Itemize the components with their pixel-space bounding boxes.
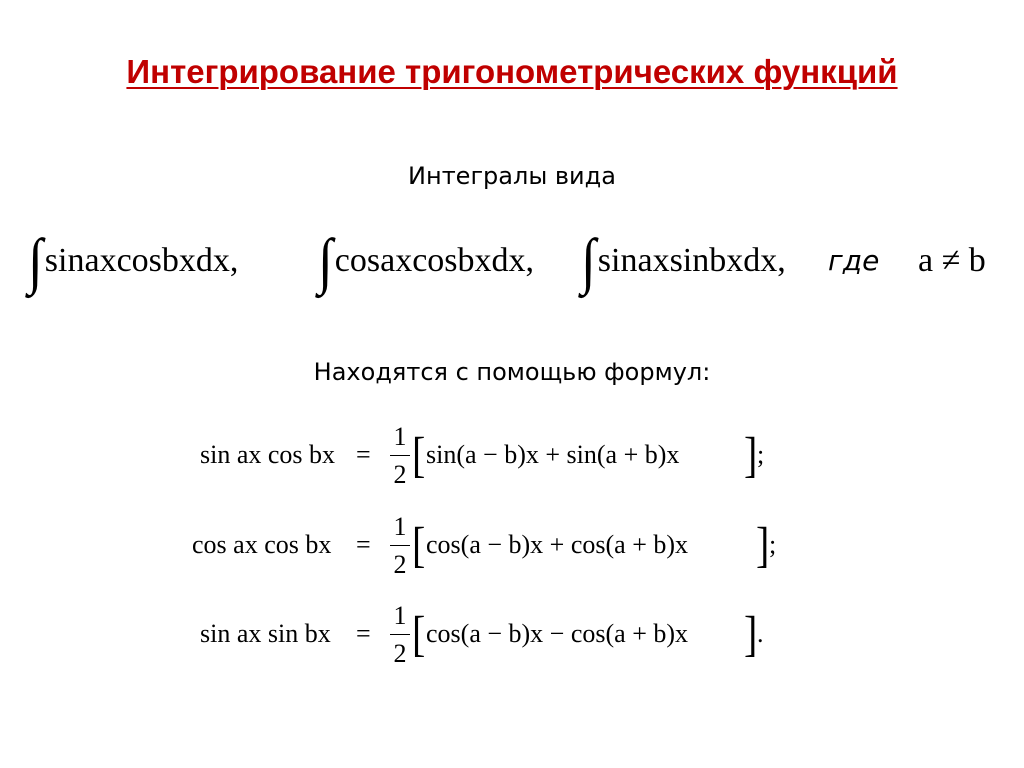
slide-title	[0, 50, 1024, 94]
formulas-caption: Находятся с помощью формул:	[313, 358, 711, 386]
fraction-one-half	[389, 505, 411, 585]
fraction-one-half	[389, 594, 411, 674]
equals-sign: =	[356, 530, 371, 559]
fraction-bar	[390, 455, 410, 456]
where-word: где	[828, 244, 880, 277]
integral-sign: ∫	[581, 226, 596, 296]
integral-cos-cos	[318, 221, 534, 301]
integral-sign: ∫	[28, 226, 43, 296]
slide-title-text: Интегрирование тригонометрических функций	[126, 53, 898, 90]
formula-sin-sin	[196, 594, 896, 674]
formula-rhs-inner: cos(a − b)x + cos(a + b)x	[426, 530, 689, 559]
fraction-denominator: 2	[393, 550, 407, 579]
formula-rhs-inner: cos(a − b)x − cos(a + b)x	[426, 619, 689, 648]
formula-lhs: sin ax sin bx	[200, 619, 331, 648]
integrals-row	[28, 221, 1008, 301]
line-end-punctuation: ;	[769, 530, 777, 559]
fraction-numerator: 1	[393, 512, 407, 541]
integral-sign: ∫	[318, 226, 333, 296]
equals-sign: =	[356, 440, 371, 469]
fraction-bar	[390, 545, 410, 546]
fraction-denominator: 2	[393, 460, 407, 489]
open-bracket: [	[412, 516, 426, 573]
line-end-punctuation: .	[757, 619, 764, 648]
fraction-one-half	[389, 415, 411, 495]
close-bracket: ]	[756, 516, 770, 573]
formula-sin-cos	[196, 415, 896, 495]
equals-sign: =	[356, 619, 371, 648]
open-bracket: [	[412, 605, 426, 662]
open-bracket: [	[412, 426, 426, 483]
formula-lhs: sin ax cos bx	[200, 440, 336, 469]
formula-rhs-inner: sin(a − b)x + sin(a + b)x	[426, 440, 680, 469]
close-bracket: ]	[744, 605, 758, 662]
formula-cos-cos	[192, 505, 896, 585]
line-end-punctuation: ;	[757, 440, 765, 469]
intro-caption: Интегралы вида	[408, 162, 616, 190]
integral-sin-cos	[28, 221, 238, 301]
fraction-bar	[390, 634, 410, 635]
formula-lhs: cos ax cos bx	[192, 530, 332, 559]
integral-expression: sinaxsinbxdx,	[597, 242, 786, 279]
integral-sin-sin	[581, 221, 786, 301]
integral-expression: sinaxcosbxdx,	[44, 242, 239, 279]
fraction-denominator: 2	[393, 639, 407, 668]
fraction-numerator: 1	[393, 422, 407, 451]
close-bracket: ]	[744, 426, 758, 483]
condition-a-neq-b: a ≠ b	[918, 242, 986, 279]
integral-expression: cosaxcosbxdx,	[334, 242, 535, 279]
fraction-numerator: 1	[393, 601, 407, 630]
